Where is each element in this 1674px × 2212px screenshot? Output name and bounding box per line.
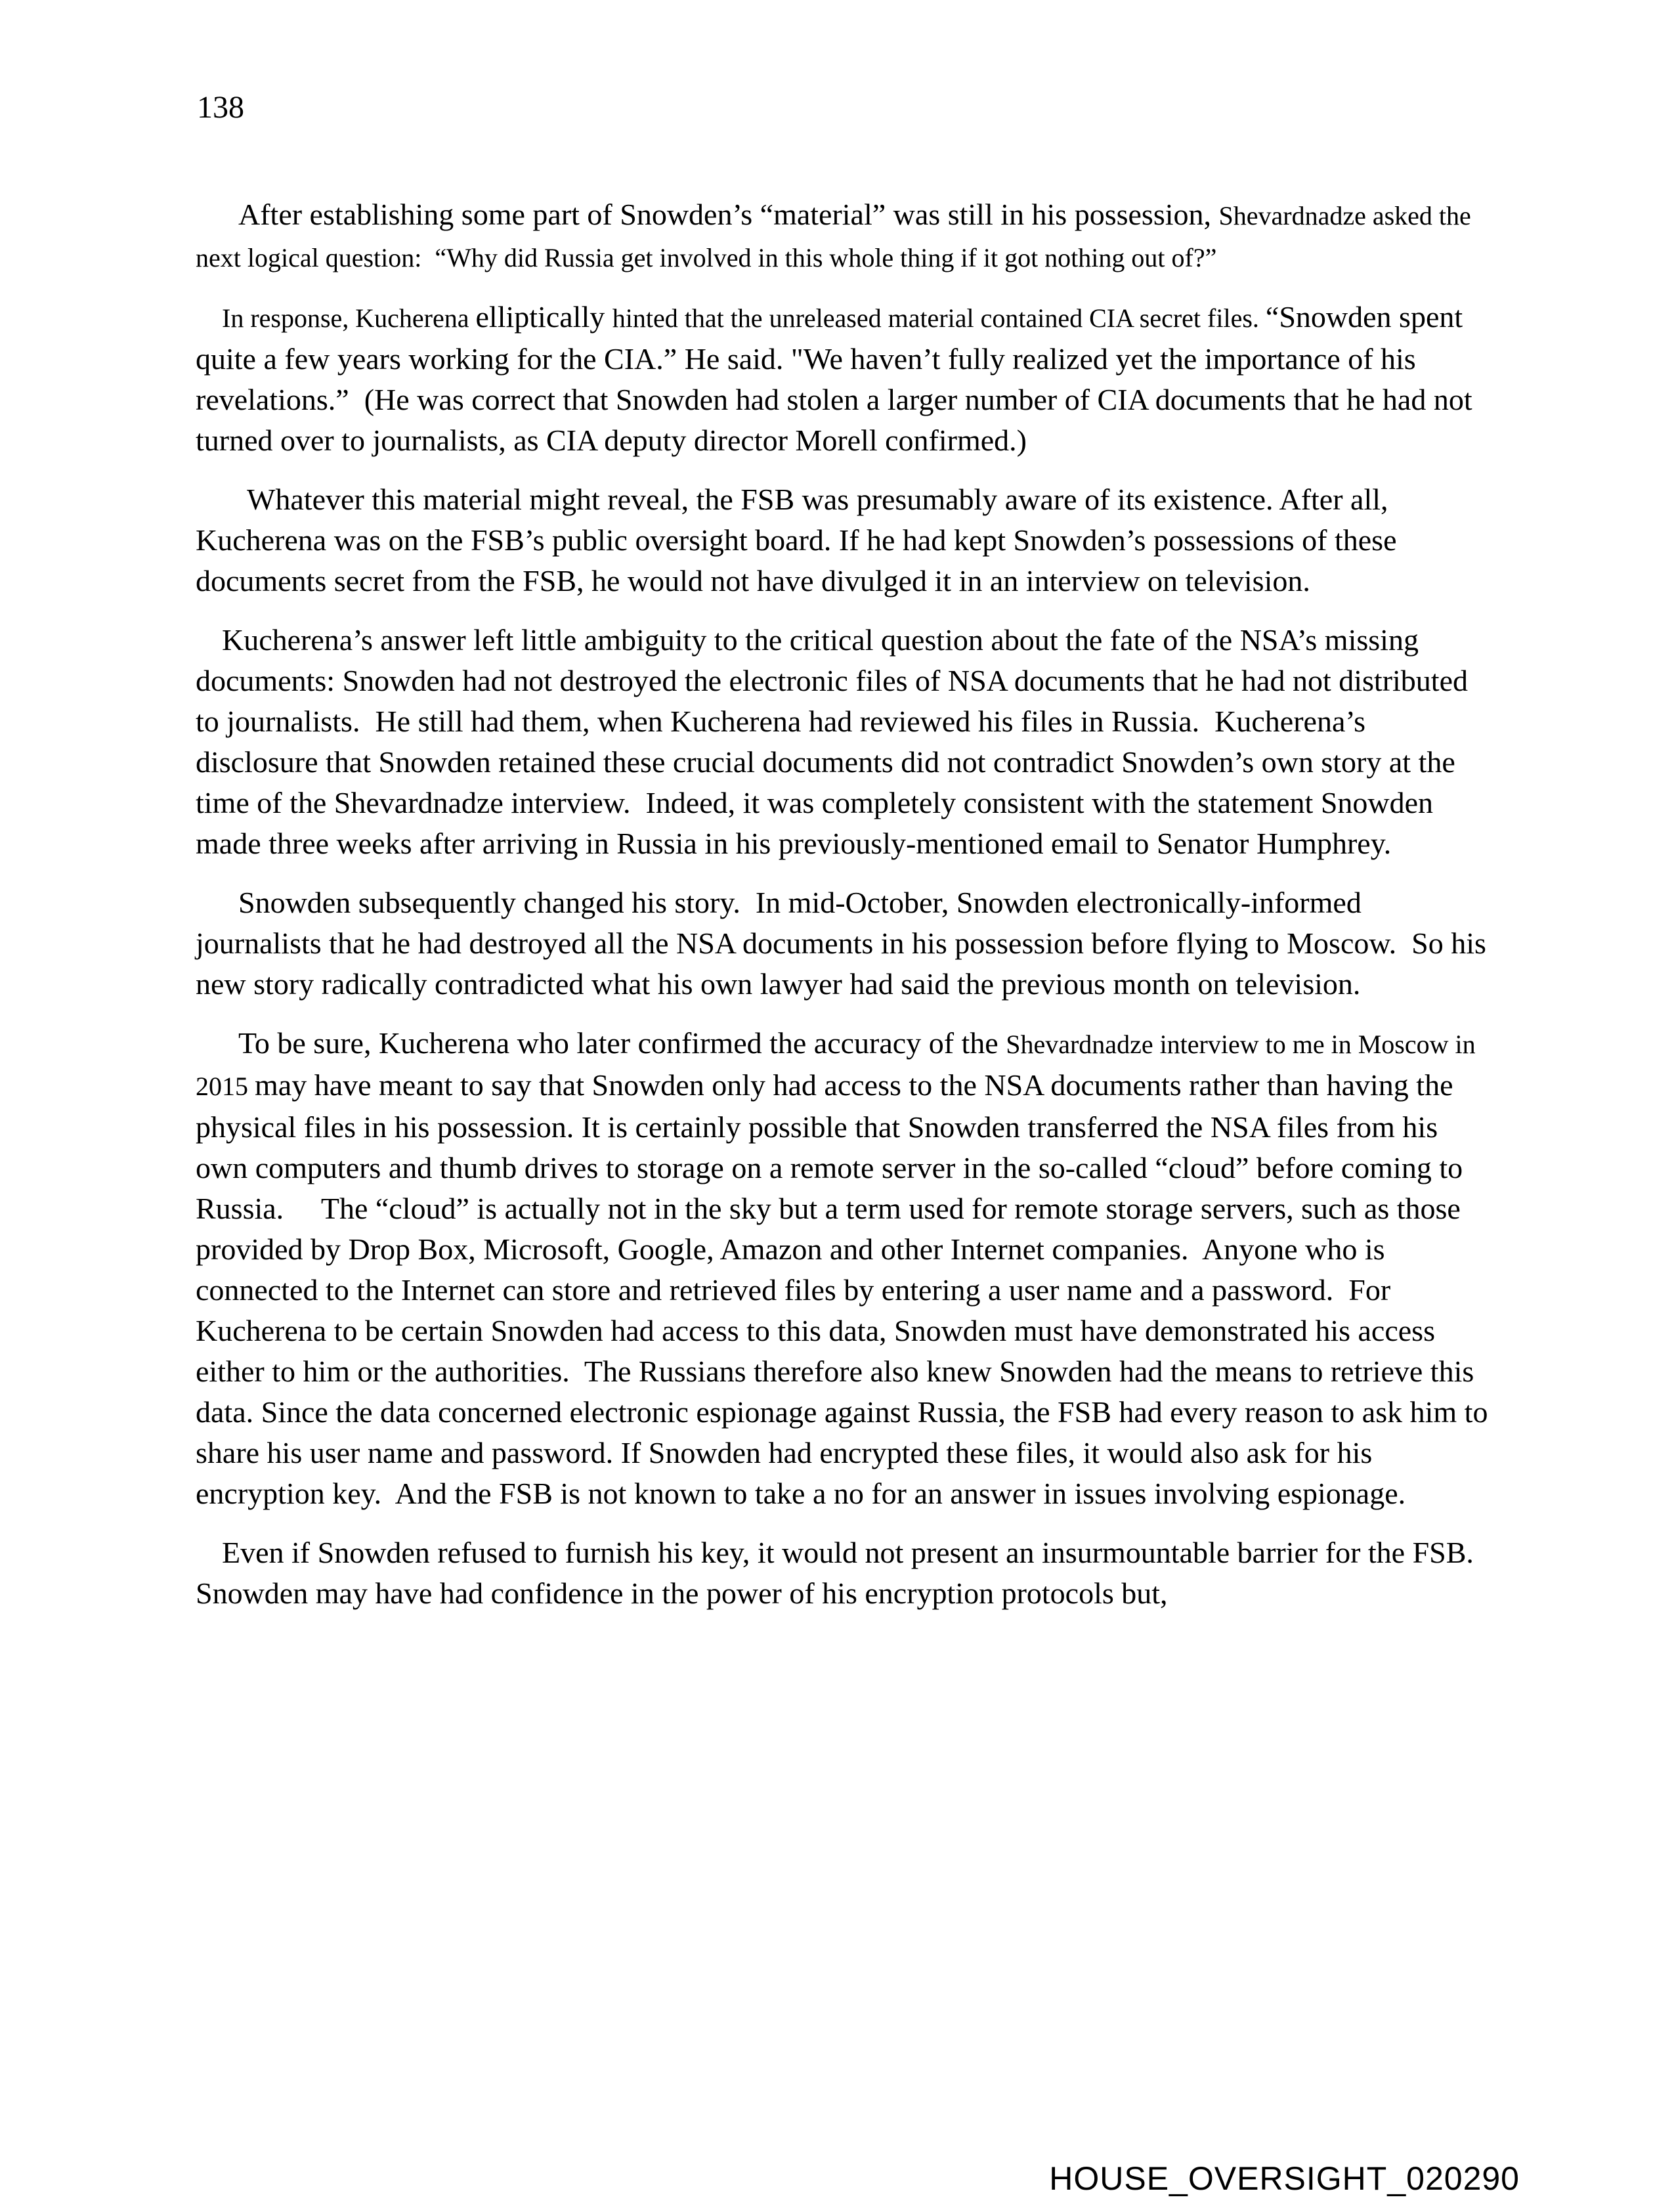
paragraph-6-segment-1: To be sure, Kucherena who later confirmed the accuracy of the [238,1026,1006,1060]
paragraph-1-segment-2: Shevardnadze asked the next logical question: “Why did Russia get involved in this whole thing if it got nothing out of?” [196,201,1478,272]
paragraph-7: Even if Snowden refused to furnish his key, it would not present an insurmountable barrier for the FSB. Snowden may have had confidence in the power of his encryption protocols but, [196,1536,1489,1610]
paragraph-1 [196,194,1492,278]
paragraph-2-segment-3: hinted that the unreleased material contained CIA secret files. [612,303,1266,333]
paragraph-5: Snowden subsequently changed his story. In mid-October, Snowden electronically-informed journalists that he had destroyed all the NSA documents in his possession before flying to Moscow. So his new story radically contradicted what his own lawyer had said the previous month on television. [196,886,1494,1001]
paragraph-2-segment-2: elliptically [475,300,612,334]
paragraph-6-segment-3: may have meant to say that Snowden only had access to the NSA documents rather than having the physical files in his possession. It is certainly possible that Snowden transferred the NSA files from his own computers and thumb drives to storage on a remote server in the so-called “cloud” before coming to Russia. The “cloud” is actually not in the sky but a term used for remote storage servers, such as those provided by Drop Box, Microsoft, Google, Amazon and other Internet companies. Anyone who is connected to the Internet can store and retrieved files by entering a user name and a password. For Kucherena to be certain Snowden had access to this data, Snowden must have demonstrated his access either to him or the authorities. The Russians therefore also knew Snowden had the means to retrieve this data. Since the data concerned electronic espionage against Russia, the FSB had every reason to ask him to share his user name and password. If Snowden had encrypted these files, it would also ask for his encryption key. And the FSB is not known to take a no for an answer in issues involving espionage. [196,1068,1495,1510]
page-number: 138 [197,90,244,125]
document-body [196,194,1495,1632]
paragraph-6 [196,1023,1495,1514]
bates-number: HOUSE_OVERSIGHT_020290 [1049,2160,1520,2197]
paragraph-3: Whatever this material might reveal, the FSB was presumably aware of its existence. After all, Kucherena was on the FSB’s public oversight board. If he had kept Snowden’s possessions of these documents secret from the FSB, he would not have divulged it in an interview on television. [196,483,1404,597]
paragraph-2 [196,297,1492,461]
paragraph-1-segment-1: After establishing some part of Snowden’s “material” was still in his possession, [238,198,1219,231]
paragraph-6-segment-2: Shevardnadze interview to me in Moscow in 2015 [196,1030,1482,1101]
paragraph-2-segment-1: In response, Kucherena [222,303,476,333]
paragraph-2-segment-4: “Snowden spent quite a few years working for the CIA.” He said. "We haven’t fully realized yet the importance of his revelations.” (He was correct that Snowden had stolen a larger number of CIA documents that he had not turned over to journalists, as CIA deputy director Morell confirmed.) [196,300,1480,457]
paragraph-4: Kucherena’s answer left little ambiguity to the critical question about the fate of the NSA’s missing documents: Snowden had not destroyed the electronic files of NSA documents that he had not distributed to journalists. He still had them, when Kucherena had reviewed his files in Russia. Kucherena’s disclosure that Snowden retained these crucial documents did not contradict Snowden’s own story at the time of the Shevardnadze interview. Indeed, it was completely consistent with the statement Snowden made three weeks after arriving in Russia in his previously-mentioned email to Senator Humphrey. [196,623,1476,860]
